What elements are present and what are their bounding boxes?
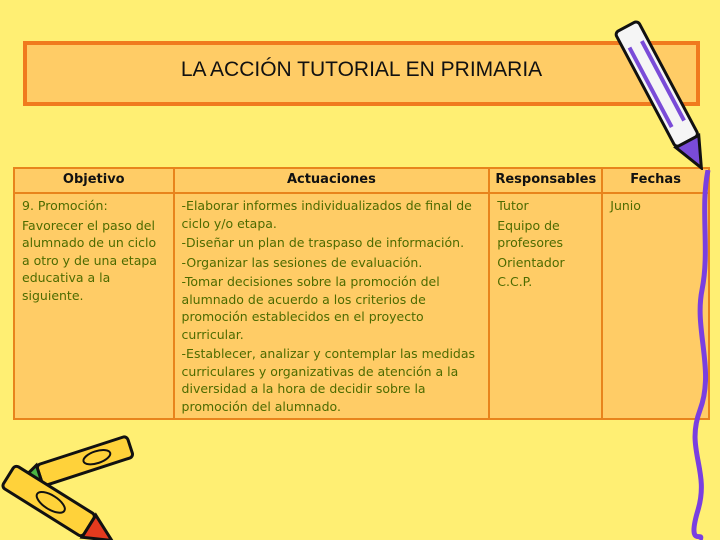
responsable-item: Orientador	[497, 254, 565, 270]
objetivo-title: 9. Promoción:	[22, 198, 108, 213]
table-row	[14, 193, 709, 419]
actuacion-item: -Diseñar un plan de traspaso de información.	[181, 235, 465, 250]
objetivo-text: Favorecer el paso del alumnado de un ciclo a otro y de una etapa educativa a la siguiente.	[22, 217, 157, 303]
tutorial-table	[13, 167, 710, 420]
cell-objetivo	[14, 193, 174, 419]
actuacion-item: -Elaborar informes individualizados de final de ciclo y/o etapa.	[181, 198, 472, 231]
table-header-row	[14, 168, 709, 193]
responsable-item: C.C.P.	[497, 274, 533, 289]
cell-actuaciones	[174, 193, 490, 419]
squiggle-icon	[680, 170, 720, 540]
page-title: LA ACCIÓN TUTORIAL EN PRIMARIA	[180, 58, 543, 81]
fecha-item: Junio	[610, 198, 641, 213]
actuacion-item: -Organizar las sesiones de evaluación.	[181, 254, 423, 270]
header-objetivo: Objetivo	[14, 168, 174, 193]
cell-responsables	[489, 193, 602, 419]
pencil-icon	[600, 0, 710, 170]
actuacion-item: -Tomar decisiones sobre la promoción del alumnado de acuerdo a los criterios de promoción establecidos en el proyecto curricular.	[181, 274, 440, 342]
header-actuaciones: Actuaciones	[174, 168, 490, 193]
responsable-item: Tutor	[497, 198, 529, 213]
actuacion-item: -Establecer, analizar y contemplar las medidas curriculares y organizativas de atención a la diversidad a la hora de decidir sobre la promoción del alumnado.	[181, 346, 476, 414]
header-fechas: Fechas	[602, 168, 709, 193]
crayons-icon	[0, 430, 150, 540]
responsable-item: Equipo de profesores	[497, 217, 564, 250]
title-box	[23, 41, 700, 106]
header-responsables: Responsables	[489, 168, 602, 193]
